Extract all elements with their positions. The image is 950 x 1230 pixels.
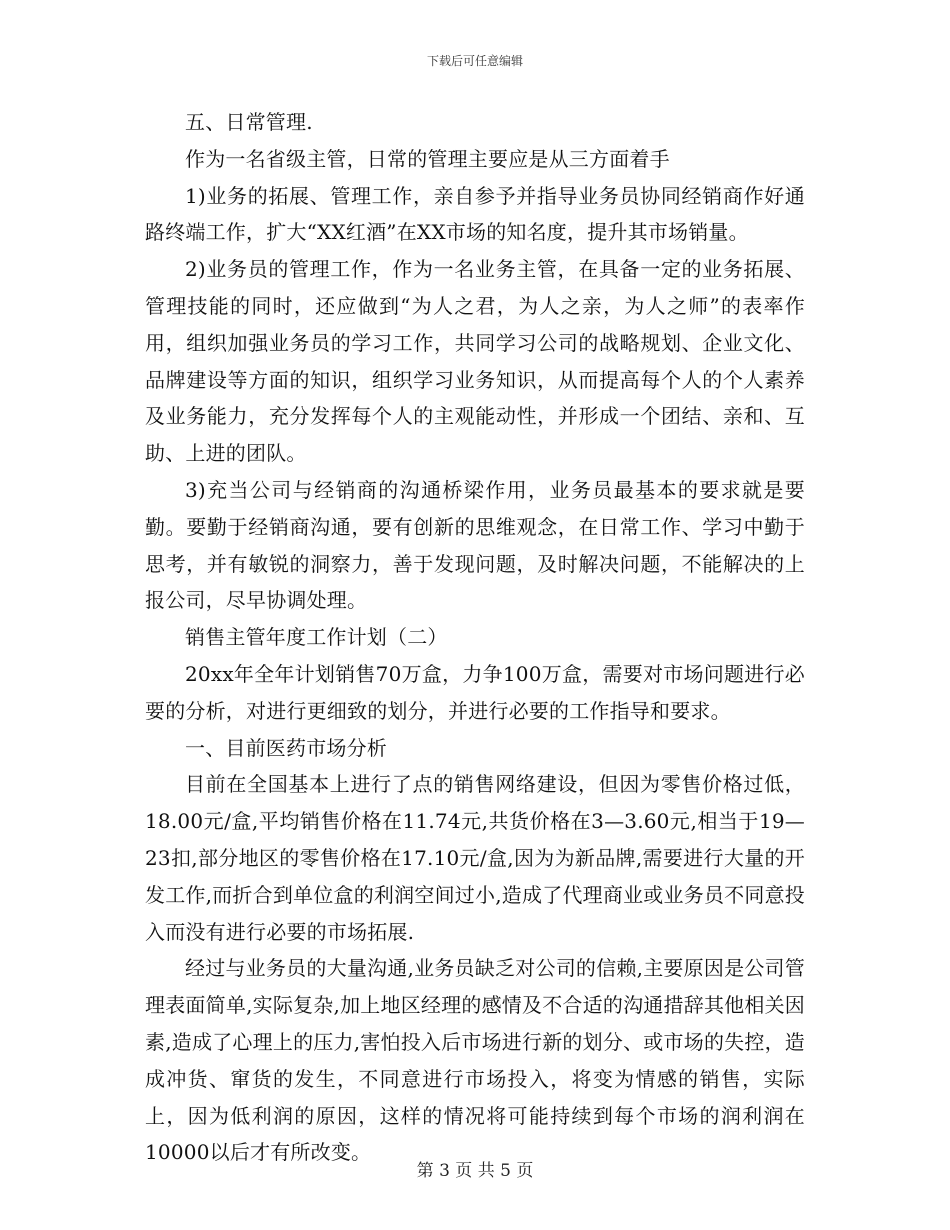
paragraph-market-analysis: 目前在全国基本上进行了点的销售网络建设，但因为零售价格过低，18.00元/盒,平均销售价格在11.74元,共货价格在3—3.60元,相当于19—23扣,部分地区的零售价格在17.10元/盒,因为为新品牌,需要进行大量的开发工作,而折合到单位盒的利润空间过小,造成了代理商业或业务员不同意投入而没有进行必要的市场拓展. [145,772,805,944]
plan-title: 销售主管年度工作计划（二） [185,625,448,650]
paragraph-communication: 经过与业务员的大量沟通,业务员缺乏对公司的信赖,主要原因是公司管理表面简单,实际复杂,加上地区经理的感情及不合适的沟通措辞其他相关因素,造成了心理上的压力,害怕投入后市场进行新的划分、或市场的失控，造成冲货、窜货的发生，不同意进行市场投入，将变为情感的销售，实际上，因为低利润的原因，这样的情况将可能持续到每个市场的润利润在10000以后才有所改变。 [145,956,805,1165]
page-header: 下载后可任意编辑 [426,54,523,68]
paragraph-annual-target: 20xx年全年计划销售70万盒，力争100万盒，需要对市场问题进行必要的分析，对进行更细致的划分，并进行必要的工作指导和要求。 [145,661,805,723]
section-heading-market-analysis: 一、目前医药市场分析 [185,735,387,760]
paragraph-intro: 作为一名省级主管，日常的管理主要应是从三方面着手 [185,146,670,171]
paragraph-item-1: 1)业务的拓展、管理工作，亲自参予并指导业务员协同经销商作好通路终端工作，扩大“XX红酒”在XX市场的知名度，提升其市场销量。 [145,183,805,245]
paragraph-item-3: 3)充当公司与经销商的沟通桥梁作用，业务员最基本的要求就是要勤。要勤于经销商沟通，要有创新的思维观念，在日常工作、学习中勤于思考，并有敏锐的洞察力，善于发现问题，及时解决问题，不能解决的上报公司，尽早协调处理。 [145,477,805,613]
section-heading-daily-management: 五、日常管理. [185,110,313,134]
document-body [145,104,805,1171]
paragraph-item-2: 2)业务员的管理工作，作为一名业务主管，在具备一定的业务拓展、管理技能的同时，还应做到“为人之君，为人之亲，为人之师”的表率作用，组织加强业务员的学习工作，共同学习公司的战略规划、企业文化、品牌建设等方面的知识，组织学习业务知识，从而提高每个人的个人素养及业务能力，充分发挥每个人的主观能动性，并形成一个团结、亲和、互助、上进的团队。 [145,257,805,466]
page-number: 第 3 页 共 5 页 [416,1161,534,1181]
